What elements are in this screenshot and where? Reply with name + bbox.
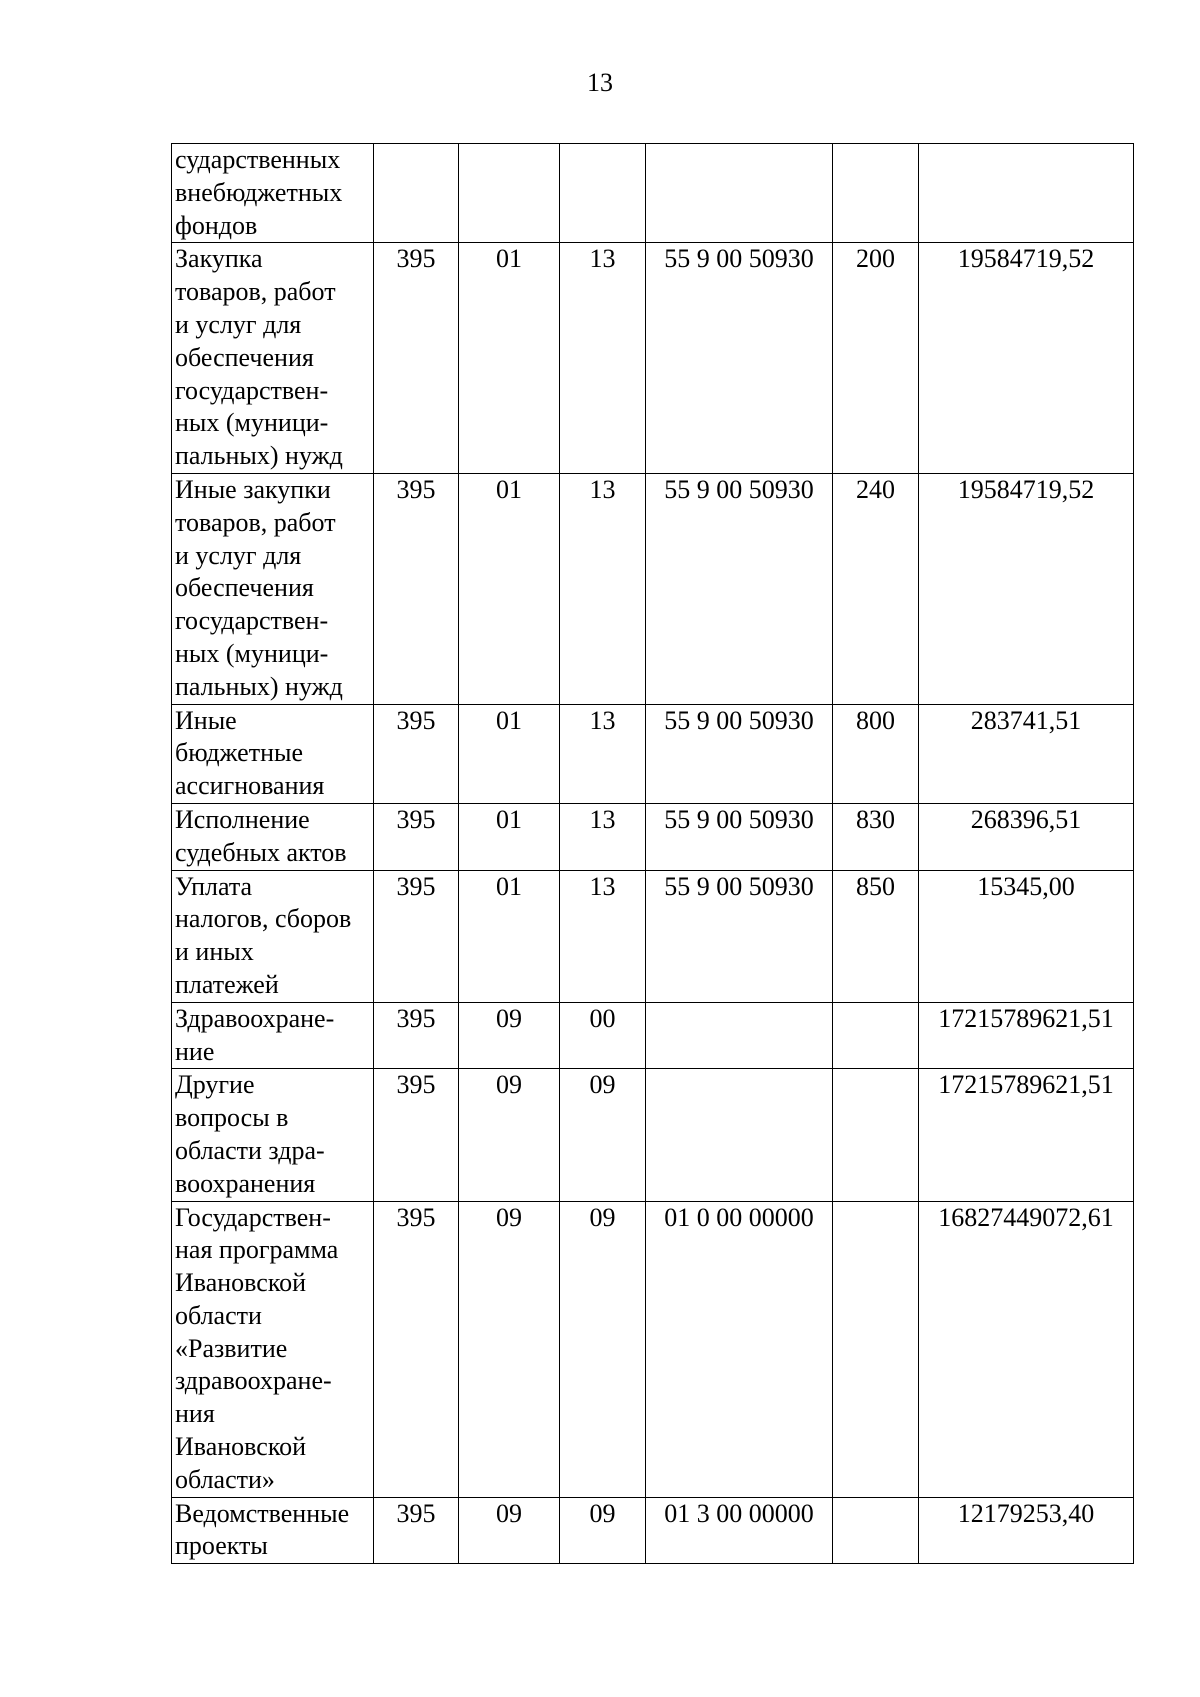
expense-type-cell: 240 <box>833 473 919 704</box>
budget-code-cell: 395 <box>374 1002 459 1069</box>
item-name-cell <box>172 243 374 474</box>
expense-type-cell: 850 <box>833 870 919 1002</box>
item-name-line: Ведомственные <box>175 1498 350 1528</box>
article-cell: 55 9 00 50930 <box>646 704 833 803</box>
item-name-line: Иные закупки <box>175 474 331 504</box>
item-name-cell <box>172 1002 374 1069</box>
subsection-cell: 13 <box>560 243 646 474</box>
section-cell: 01 <box>459 243 560 474</box>
expense-type-cell: 800 <box>833 704 919 803</box>
item-name-line: судебных актов <box>175 837 347 867</box>
budget-code-cell: 395 <box>374 870 459 1002</box>
item-name-line: товаров, работ <box>175 277 336 307</box>
item-name-line: Уплата <box>175 871 253 901</box>
section-cell: 09 <box>459 1497 560 1564</box>
budget-code-cell: 395 <box>374 243 459 474</box>
item-name-line: «Развитие <box>175 1333 288 1363</box>
sum-cell: 12179253,40 <box>919 1497 1134 1564</box>
section-cell: 09 <box>459 1069 560 1201</box>
table-row <box>172 870 1134 1002</box>
article-cell <box>646 1069 833 1201</box>
item-name-line: Здравоохране- <box>175 1003 335 1033</box>
item-name-line: и иных <box>175 937 254 967</box>
subsection-cell: 13 <box>560 870 646 1002</box>
table-row <box>172 1069 1134 1201</box>
item-name-cell <box>172 1497 374 1564</box>
sum-cell: 17215789621,51 <box>919 1002 1134 1069</box>
subsection-cell: 13 <box>560 473 646 704</box>
item-name-cell <box>172 1069 374 1201</box>
item-name-line: ассигнования <box>175 771 325 801</box>
item-name-line: ния <box>175 1399 215 1429</box>
expense-type-cell: 830 <box>833 803 919 870</box>
sum-cell: 283741,51 <box>919 704 1134 803</box>
article-cell: 01 3 00 00000 <box>646 1497 833 1564</box>
item-name-line: обеспечения <box>175 342 314 372</box>
item-name-cell <box>172 870 374 1002</box>
budget-code-cell: 395 <box>374 1201 459 1497</box>
item-name-cell <box>172 704 374 803</box>
item-name-cell <box>172 1201 374 1497</box>
article-cell: 55 9 00 50930 <box>646 803 833 870</box>
item-name-line: бюджетные <box>175 738 304 768</box>
item-name-line: ных (муници- <box>175 638 329 668</box>
expense-type-cell <box>833 144 919 243</box>
section-cell: 01 <box>459 704 560 803</box>
subsection-cell <box>560 144 646 243</box>
article-cell: 55 9 00 50930 <box>646 870 833 1002</box>
sum-cell: 268396,51 <box>919 803 1134 870</box>
table-row <box>172 1497 1134 1564</box>
item-name-line: Ивановской <box>175 1268 307 1298</box>
section-cell: 09 <box>459 1002 560 1069</box>
article-cell <box>646 144 833 243</box>
item-name-line: вопросы в <box>175 1103 289 1133</box>
item-name-line: Другие <box>175 1070 255 1100</box>
section-cell <box>459 144 560 243</box>
table-row <box>172 473 1134 704</box>
budget-code-cell: 395 <box>374 803 459 870</box>
table-row <box>172 803 1134 870</box>
expense-type-cell <box>833 1497 919 1564</box>
expense-type-cell <box>833 1201 919 1497</box>
section-cell: 01 <box>459 803 560 870</box>
item-name-cell <box>172 803 374 870</box>
budget-code-cell <box>374 144 459 243</box>
expense-type-cell <box>833 1002 919 1069</box>
item-name-line: ная программа <box>175 1235 339 1265</box>
subsection-cell: 13 <box>560 704 646 803</box>
item-name-line: ных (муници- <box>175 408 329 438</box>
item-name-line: проекты <box>175 1531 268 1561</box>
sum-cell: 15345,00 <box>919 870 1134 1002</box>
item-name-cell <box>172 473 374 704</box>
expense-type-cell: 200 <box>833 243 919 474</box>
subsection-cell: 00 <box>560 1002 646 1069</box>
item-name-line: области здра- <box>175 1135 325 1165</box>
table-row <box>172 1002 1134 1069</box>
item-name-line: пальных) нужд <box>175 441 343 471</box>
item-name-line: внебюджетных <box>175 177 343 207</box>
subsection-cell: 09 <box>560 1069 646 1201</box>
item-name-line: государствен- <box>175 606 329 636</box>
item-name-line: Государствен- <box>175 1202 331 1232</box>
table-row <box>172 243 1134 474</box>
section-cell: 01 <box>459 473 560 704</box>
table-row <box>172 144 1134 243</box>
sum-cell: 17215789621,51 <box>919 1069 1134 1201</box>
item-name-cell <box>172 144 374 243</box>
budget-table-body <box>172 144 1134 1564</box>
subsection-cell: 09 <box>560 1201 646 1497</box>
expense-type-cell <box>833 1069 919 1201</box>
budget-code-cell: 395 <box>374 473 459 704</box>
article-cell: 01 0 00 00000 <box>646 1201 833 1497</box>
budget-code-cell: 395 <box>374 704 459 803</box>
article-cell: 55 9 00 50930 <box>646 473 833 704</box>
item-name-line: Закупка <box>175 244 263 274</box>
table-row <box>172 704 1134 803</box>
subsection-cell: 09 <box>560 1497 646 1564</box>
page-number: 13 <box>587 68 613 97</box>
subsection-cell: 13 <box>560 803 646 870</box>
item-name-line: здравоохране- <box>175 1366 332 1396</box>
sum-cell: 19584719,52 <box>919 473 1134 704</box>
article-cell: 55 9 00 50930 <box>646 243 833 474</box>
section-cell: 01 <box>459 870 560 1002</box>
sum-cell: 19584719,52 <box>919 243 1134 474</box>
item-name-line: пальных) нужд <box>175 671 343 701</box>
item-name-line: налогов, сборов <box>175 904 352 934</box>
item-name-line: Иные <box>175 705 237 735</box>
item-name-line: Исполнение <box>175 804 310 834</box>
sum-cell <box>919 144 1134 243</box>
item-name-line: и услуг для <box>175 309 302 339</box>
article-cell <box>646 1002 833 1069</box>
item-name-line: области <box>175 1300 262 1330</box>
item-name-line: и услуг для <box>175 540 302 570</box>
item-name-line: воохранения <box>175 1168 316 1198</box>
section-cell: 09 <box>459 1201 560 1497</box>
item-name-line: ние <box>175 1036 215 1066</box>
item-name-line: Ивановской <box>175 1432 307 1462</box>
item-name-line: сударственных <box>175 145 341 174</box>
item-name-line: государствен- <box>175 375 329 405</box>
table-row <box>172 1201 1134 1497</box>
budget-code-cell: 395 <box>374 1497 459 1564</box>
item-name-line: области» <box>175 1464 275 1494</box>
item-name-line: обеспечения <box>175 573 314 603</box>
sum-cell: 16827449072,61 <box>919 1201 1134 1497</box>
item-name-line: фондов <box>175 210 258 240</box>
item-name-line: товаров, работ <box>175 507 336 537</box>
budget-table <box>171 143 1134 1564</box>
budget-code-cell: 395 <box>374 1069 459 1201</box>
item-name-line: платежей <box>175 969 279 999</box>
